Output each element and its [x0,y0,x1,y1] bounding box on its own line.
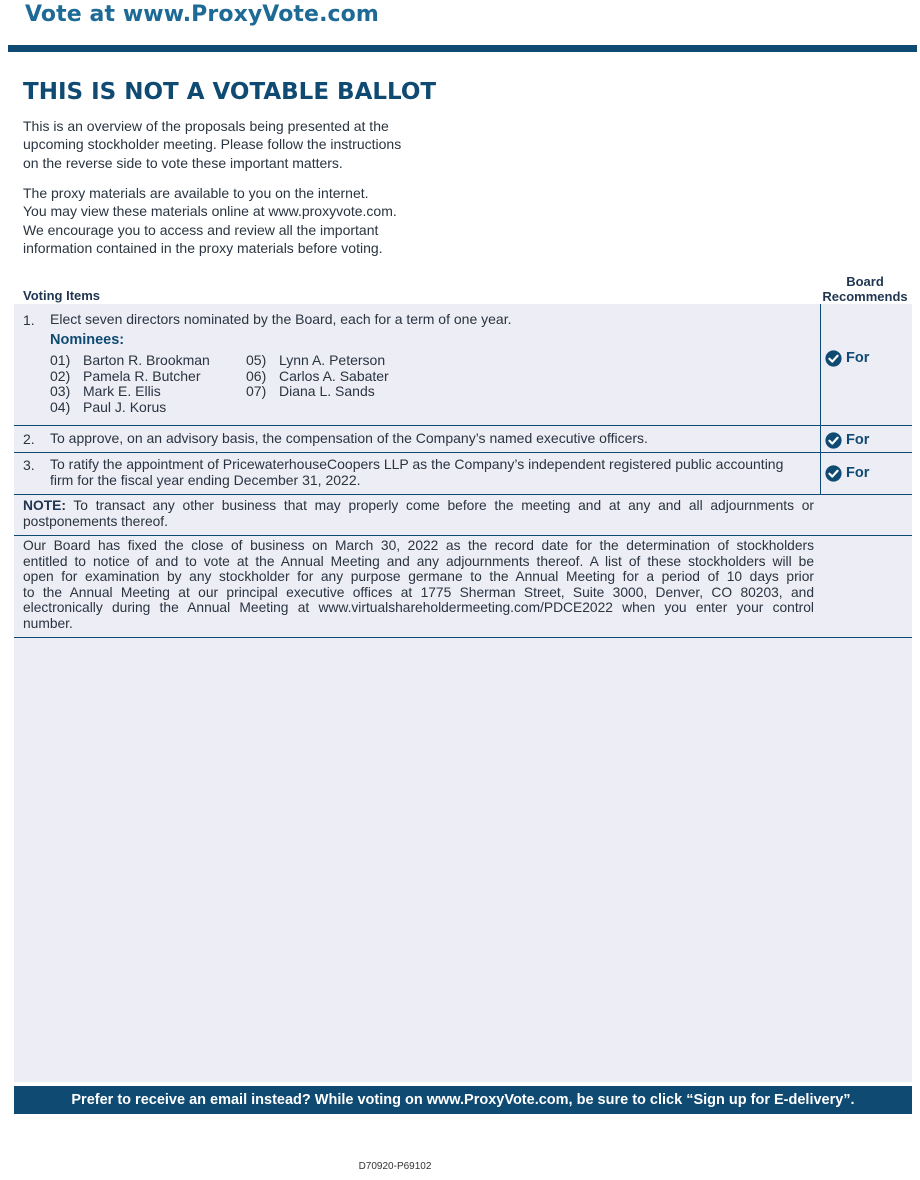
nominee-number: 02) [50,368,71,384]
record-date-line: number. [23,615,73,631]
nominee-name: Mark E. Ellis [83,383,161,399]
nominee-name: Carlos A. Sabater [279,368,389,384]
row-divider [14,425,912,426]
nominee-number: 04) [50,399,71,415]
item-text-line: firm for the fiscal year ending December 31, 2022. [50,471,361,488]
note-text: postponements thereof. [23,513,168,529]
intro-line: upcoming stockholder meeting. Please follow the instructions [23,136,402,153]
item-text-line: To approve, on an advisory basis, the compensation of the Company’s named executive officers. [50,430,648,446]
intro-paragraph [23,117,453,172]
intro-line: You may view these materials online at www.proxyvote.com. [23,203,397,220]
intro-line: This is an overview of the proposals being presented at the [23,118,389,134]
record-date-paragraph [23,538,814,632]
nominees-label: Nominees: [50,332,125,348]
header-bar [8,45,917,52]
nominee-name: Lynn A. Peterson [279,352,386,368]
nominee-item [50,368,201,384]
board-header-line: Recommends [822,289,908,304]
item-number: 1. [23,312,35,328]
record-date-line: entitled to notice of and to vote at the Annual Meeting and any adjournments thereof. A list of these stockholders will be [23,553,814,569]
intro-line: information contained in the proxy materials before voting. [23,240,383,257]
board-recommendation [825,349,869,367]
item-number: 3. [23,457,35,473]
voting-items-panel [14,304,912,1082]
check-circle-icon [825,350,842,367]
record-date-line: electronically during the Annual Meeting at www.virtualshareholdermeeting.com/PDCE2022 when you enter your control [23,600,814,616]
edelivery-banner: Prefer to receive an email instead? While voting on www.ProxyVote.com, be sure to click “Sign up for E-delivery”. [14,1086,912,1114]
nominee-number: 01) [50,352,71,368]
nominee-number: 07) [246,383,267,399]
board-header-line: Board [846,274,884,289]
note-label: NOTE: [23,498,66,513]
nominee-number: 05) [246,352,267,368]
record-date-line: open for examination by any stockholder for any purpose germane to the Annual Meeting for a period of 10 days prior [23,569,814,585]
note-paragraph [23,498,814,529]
intro-line: The proxy materials are available to you on the internet. [23,185,369,201]
site-title: Vote at www.ProxyVote.com [25,2,379,27]
item-text [50,431,818,447]
nominee-number: 03) [50,383,71,399]
nominee-item [50,383,161,399]
row-divider [14,637,912,638]
nominee-item [50,399,166,415]
check-circle-icon [825,432,842,449]
voting-items-header: Voting Items [23,288,101,303]
recommendation-label: For [846,465,870,481]
row-divider [14,494,912,495]
note-text: To transact any other business that may properly come before the meeting and at any and all adjournments or [65,498,814,513]
row-divider [14,535,912,536]
item-text-line: To ratify the appointment of PricewaterhouseCoopers LLP as the Company’s independent registered public accounting [50,456,784,472]
record-date-line: to the Annual Meeting at our principal executive offices at 1775 Sherman Street, Suite 3000, Denver, CO 80203, and [23,584,814,600]
item-text-line: Elect seven directors nominated by the Board, each for a term of one year. [50,311,512,327]
nominee-name: Barton R. Brookman [83,352,210,368]
recommendation-label: For [846,432,870,448]
board-recommendation [825,431,869,449]
nominee-name: Diana L. Sands [279,383,375,399]
ballot-heading: THIS IS NOT A VOTABLE BALLOT [23,79,437,105]
item-number: 2. [23,431,35,447]
nominee-item [246,383,375,399]
proxy-materials-paragraph [23,184,453,258]
board-recommends-header [820,274,910,304]
nominee-number: 06) [246,368,267,384]
recommendation-label: For [846,350,870,366]
board-recommendation [825,464,869,482]
nominee-item [50,352,210,368]
intro-line: on the reverse side to vote these important matters. [23,154,343,171]
record-date-line: Our Board has fixed the close of business on March 30, 2022 as the record date for the determination of stockholders [23,538,814,553]
intro-line: We encourage you to access and review all the important [23,221,379,238]
item-text [50,457,818,488]
nominee-name: Paul J. Korus [83,399,167,415]
row-divider [14,452,912,453]
nominee-item [246,368,389,384]
nominee-item [246,352,385,368]
check-circle-icon [825,465,842,482]
column-divider [820,304,821,494]
item-text [50,312,818,328]
nominee-name: Pamela R. Butcher [83,368,201,384]
document-code: D70920-P69102 [358,1161,432,1172]
